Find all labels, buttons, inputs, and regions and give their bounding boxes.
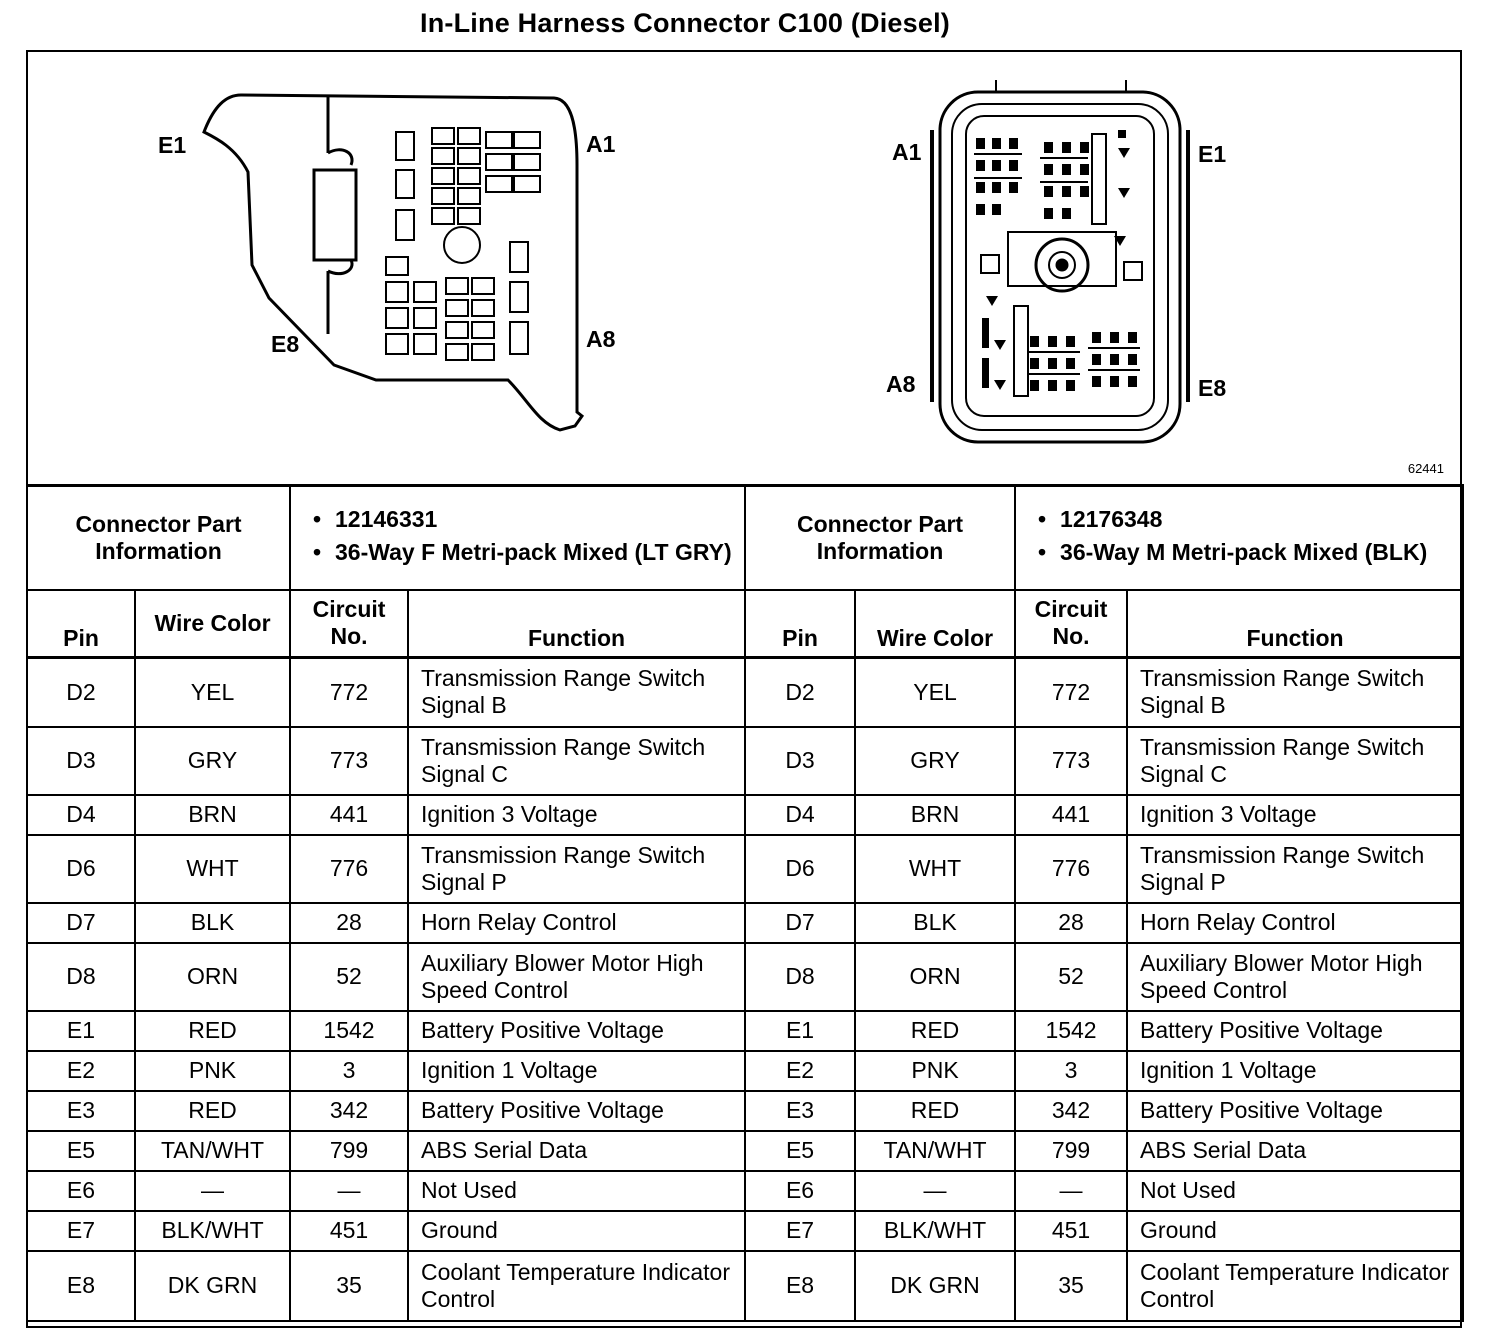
wire-color-cell: ORN — [135, 943, 290, 1011]
wire-color-cell: — — [135, 1171, 290, 1211]
header-circuit-no: Circuit No. — [1015, 590, 1127, 658]
function-cell: Coolant Temperature Indicator Control — [1127, 1251, 1463, 1321]
circuit-cell: 772 — [290, 658, 408, 727]
function-cell: Not Used — [1127, 1171, 1463, 1211]
header-wire-color: Wire Color — [135, 590, 290, 658]
pin-cell: D3 — [27, 727, 135, 795]
left-connector-drawing — [204, 95, 582, 430]
circuit-cell: 28 — [1015, 903, 1127, 943]
circuit-cell: 799 — [1015, 1131, 1127, 1171]
wire-color-cell: BLK — [135, 903, 290, 943]
circuit-cell: 35 — [290, 1251, 408, 1321]
circuit-cell: 52 — [290, 943, 408, 1011]
wire-color-cell: TAN/WHT — [855, 1131, 1015, 1171]
wire-color-cell: BLK/WHT — [135, 1211, 290, 1251]
table-row — [27, 943, 1463, 1011]
header-wire-color: Wire Color — [855, 590, 1015, 658]
pin-cell: D7 — [27, 903, 135, 943]
right-part-number: • 12176348 — [1038, 506, 1462, 533]
table-row — [27, 1251, 1463, 1321]
function-cell: Transmission Range Switch Signal C — [1127, 727, 1463, 795]
function-cell: Ignition 1 Voltage — [1127, 1051, 1463, 1091]
function-cell: Not Used — [408, 1171, 745, 1211]
function-cell: Transmission Range Switch Signal P — [1127, 835, 1463, 903]
page-title: In-Line Harness Connector C100 (Diesel) — [420, 8, 950, 38]
function-cell: Battery Positive Voltage — [408, 1091, 745, 1131]
wire-color-cell: WHT — [135, 835, 290, 903]
function-cell: Battery Positive Voltage — [1127, 1091, 1463, 1131]
table-row — [27, 658, 1463, 727]
wire-color-cell: RED — [135, 1011, 290, 1051]
function-cell: ABS Serial Data — [1127, 1131, 1463, 1171]
pin-cell: E5 — [745, 1131, 855, 1171]
pin-cell: D4 — [27, 795, 135, 835]
table-row — [27, 727, 1463, 795]
pin-cell: D3 — [745, 727, 855, 795]
function-cell: Battery Positive Voltage — [1127, 1011, 1463, 1051]
pinout-rows — [27, 658, 1463, 1321]
function-cell: Horn Relay Control — [1127, 903, 1463, 943]
circuit-cell: — — [290, 1171, 408, 1211]
function-cell: Transmission Range Switch Signal C — [408, 727, 745, 795]
table-row — [27, 795, 1463, 835]
table-row — [27, 1131, 1463, 1171]
right-connector-drawing — [932, 80, 1188, 442]
right-part-description: • 36-Way M Metri-pack Mixed (BLK) — [1038, 539, 1462, 566]
circuit-cell: 28 — [290, 903, 408, 943]
pin-cell: D2 — [27, 658, 135, 727]
pin-cell: E2 — [745, 1051, 855, 1091]
wire-color-cell: PNK — [135, 1051, 290, 1091]
right-label-a1: A1 — [892, 139, 922, 165]
wire-color-cell: ORN — [855, 943, 1015, 1011]
circuit-cell: 773 — [1015, 727, 1127, 795]
circuit-cell: 3 — [1015, 1051, 1127, 1091]
column-header-row — [27, 590, 1463, 658]
circuit-cell: 3 — [290, 1051, 408, 1091]
right-label-e1: E1 — [1198, 141, 1227, 167]
wire-color-cell: YEL — [855, 658, 1015, 727]
circuit-cell: 772 — [1015, 658, 1127, 727]
circuit-cell: 35 — [1015, 1251, 1127, 1321]
right-label-a8: A8 — [886, 371, 916, 397]
left-part-description: • 36-Way F Metri-pack Mixed (LT GRY) — [313, 539, 744, 566]
header-function: Function — [408, 590, 745, 658]
right-label-e8: E8 — [1198, 375, 1227, 401]
wire-color-cell: GRY — [855, 727, 1015, 795]
header-pin: Pin — [745, 590, 855, 658]
function-cell: Ground — [1127, 1211, 1463, 1251]
pin-cell: E8 — [745, 1251, 855, 1321]
wire-color-cell: BRN — [135, 795, 290, 835]
circuit-cell: 342 — [290, 1091, 408, 1131]
circuit-cell: 1542 — [1015, 1011, 1127, 1051]
table-row — [27, 1051, 1463, 1091]
wire-color-cell: GRY — [135, 727, 290, 795]
pin-cell: E3 — [745, 1091, 855, 1131]
function-cell: Ground — [408, 1211, 745, 1251]
wire-color-cell: RED — [855, 1091, 1015, 1131]
connector-diagram — [26, 50, 1462, 484]
function-cell: Ignition 3 Voltage — [1127, 795, 1463, 835]
function-cell: Auxiliary Blower Motor High Speed Control — [1127, 943, 1463, 1011]
left-part-info — [290, 486, 745, 590]
header-function: Function — [1127, 590, 1463, 658]
pin-cell: D8 — [745, 943, 855, 1011]
left-label-a8: A8 — [586, 326, 616, 352]
pin-cell: D6 — [27, 835, 135, 903]
wire-color-cell: BLK/WHT — [855, 1211, 1015, 1251]
figure-number: 62441 — [1407, 461, 1444, 476]
table-row — [27, 1211, 1463, 1251]
circuit-cell: 776 — [1015, 835, 1127, 903]
right-part-info — [1015, 486, 1463, 590]
function-cell: Auxiliary Blower Motor High Speed Control — [408, 943, 745, 1011]
pin-cell: E6 — [27, 1171, 135, 1211]
pin-cell: E2 — [27, 1051, 135, 1091]
pin-cell: E7 — [27, 1211, 135, 1251]
function-cell: Horn Relay Control — [408, 903, 745, 943]
pin-cell: E8 — [27, 1251, 135, 1321]
wire-color-cell: DK GRN — [855, 1251, 1015, 1321]
part-info-row — [27, 486, 1463, 590]
circuit-cell: 451 — [1015, 1211, 1127, 1251]
pin-cell: D7 — [745, 903, 855, 943]
circuit-cell: 441 — [1015, 795, 1127, 835]
pin-cell: D2 — [745, 658, 855, 727]
wire-color-cell: BLK — [855, 903, 1015, 943]
circuit-cell: 441 — [290, 795, 408, 835]
function-cell: Ignition 3 Voltage — [408, 795, 745, 835]
function-cell: Transmission Range Switch Signal B — [408, 658, 745, 727]
pinout-table — [26, 484, 1464, 1322]
table-row — [27, 1011, 1463, 1051]
right-part-info-label: Connector Part Information — [745, 486, 1015, 590]
header-pin: Pin — [27, 590, 135, 658]
circuit-cell: 773 — [290, 727, 408, 795]
left-label-e8: E8 — [271, 331, 300, 357]
table-row — [27, 1091, 1463, 1131]
function-cell: ABS Serial Data — [408, 1131, 745, 1171]
function-cell: Transmission Range Switch Signal P — [408, 835, 745, 903]
function-cell: Transmission Range Switch Signal B — [1127, 658, 1463, 727]
pin-cell: D8 — [27, 943, 135, 1011]
table-row — [27, 835, 1463, 903]
circuit-cell: 1542 — [290, 1011, 408, 1051]
pin-cell: D6 — [745, 835, 855, 903]
circuit-cell: 52 — [1015, 943, 1127, 1011]
wire-color-cell: TAN/WHT — [135, 1131, 290, 1171]
pin-cell: E1 — [27, 1011, 135, 1051]
pin-cell: E5 — [27, 1131, 135, 1171]
circuit-cell: 451 — [290, 1211, 408, 1251]
pin-cell: E1 — [745, 1011, 855, 1051]
wire-color-cell: WHT — [855, 835, 1015, 903]
left-part-info-label: Connector Part Information — [27, 486, 290, 590]
wire-color-cell: YEL — [135, 658, 290, 727]
table-row — [27, 903, 1463, 943]
wire-color-cell: DK GRN — [135, 1251, 290, 1321]
left-label-e1: E1 — [158, 132, 187, 158]
wire-color-cell: BRN — [855, 795, 1015, 835]
left-part-number: • 12146331 — [313, 506, 744, 533]
function-cell: Battery Positive Voltage — [408, 1011, 745, 1051]
wire-color-cell: RED — [135, 1091, 290, 1131]
header-circuit-no: Circuit No. — [290, 590, 408, 658]
left-label-a1: A1 — [586, 131, 616, 157]
circuit-cell: 799 — [290, 1131, 408, 1171]
wire-color-cell: PNK — [855, 1051, 1015, 1091]
function-cell: Ignition 1 Voltage — [408, 1051, 745, 1091]
pin-cell: D4 — [745, 795, 855, 835]
circuit-cell: — — [1015, 1171, 1127, 1211]
pin-cell: E6 — [745, 1171, 855, 1211]
pin-cell: E7 — [745, 1211, 855, 1251]
table-row — [27, 1171, 1463, 1211]
pin-cell: E3 — [27, 1091, 135, 1131]
function-cell: Coolant Temperature Indicator Control — [408, 1251, 745, 1321]
wire-color-cell: — — [855, 1171, 1015, 1211]
wire-color-cell: RED — [855, 1011, 1015, 1051]
circuit-cell: 776 — [290, 835, 408, 903]
circuit-cell: 342 — [1015, 1091, 1127, 1131]
